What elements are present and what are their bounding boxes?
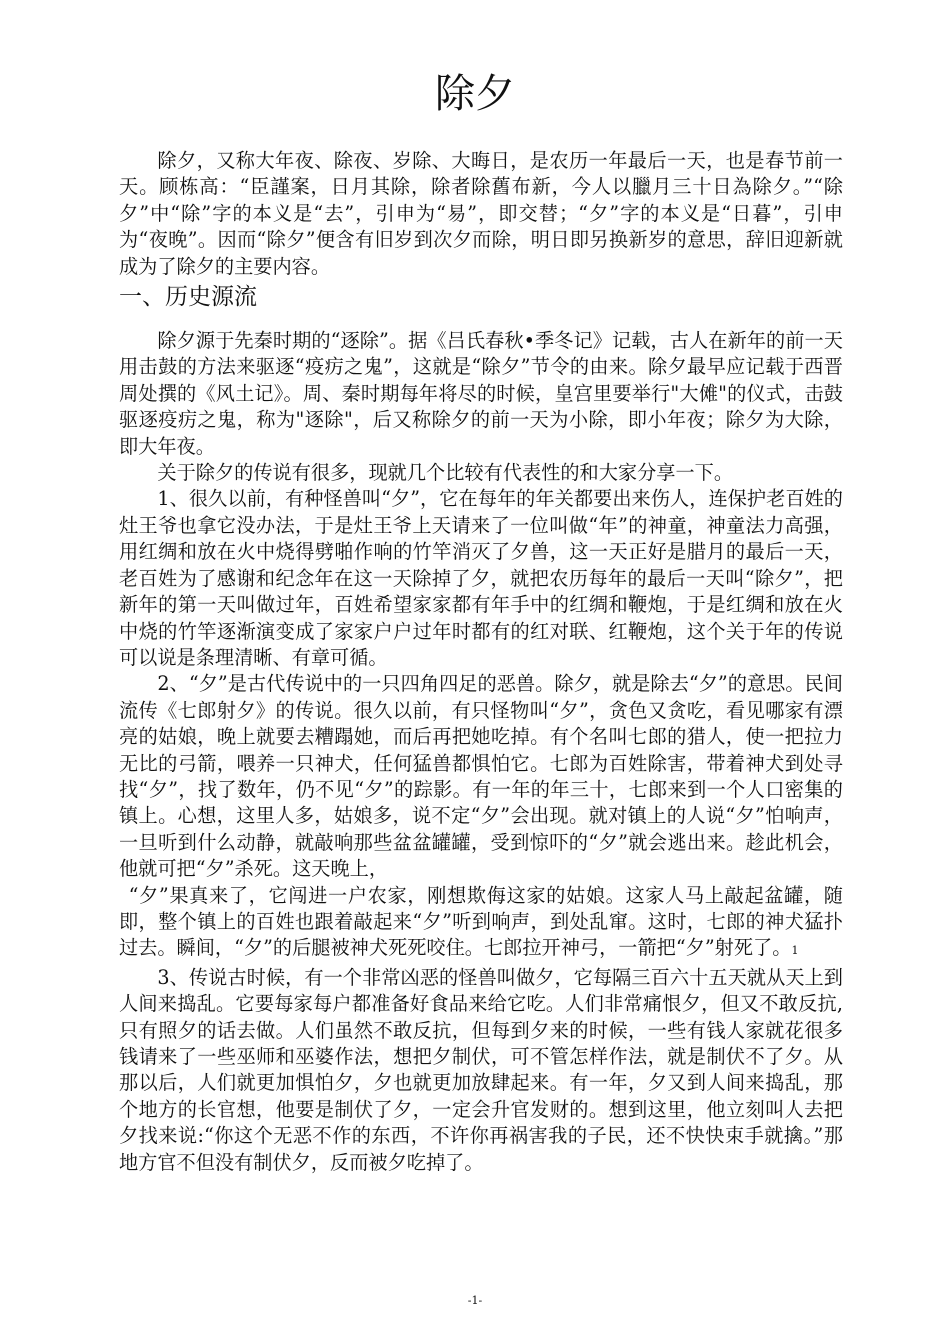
intro-paragraph: 除夕，又称大年夜、除夜、岁除、大晦日，是农历一年最后一天，也是春节前一天。顾栋高：“臣謹案，日月其除，除者除舊布新，今人以臘月三十日為除夕。”“除夕”中“除”字的本义是“去”，引申为“易”，即交替；“夕”字的本义是“日暮”，引申为“夜晚”。因而“除夕”便含有旧岁到次夕而除，明日即另换新岁的意思，辞旧迎新就成为了除夕的主要内容。 [119, 149, 843, 278]
legend-paragraph-1: 1、很久以前，有种怪兽叫“夕”，它在每年的年关都要出来伤人，连保护老百姓的灶王爷也拿它没办法，于是灶王爷上天请来了一位叫做“年”的神童，神童法力高强，用红绸和放在火中烧得劈啪作响的竹竿消灭了夕兽，这一天正好是腊月的最后一天，老百姓为了感谢和纪念年在这一天除掉了夕，就把农历每年的最后一天叫“除夕”，把新年的第一天叫做过年，百姓希望家家都有年手中的红绸和鞭炮，于是红绸和放在火中烧的竹竿逐渐演变成了家家户户过年时都有的红对联、红鞭炮，这个关于年的传说可以说是条理清晰、有章可循。 [119, 487, 843, 669]
legend-paragraph-2: 2、“夕”是古代传说中的一只四角四足的恶兽。除夕，就是除去“夕”的意思。民间流传《七郎射夕》的传说。很久以前，有只怪物叫“夕”，贪色又贪吃，看见哪家有漂亮的姑娘，晚上就要去糟蹋她，而后再把她吃掉。有个名叫七郎的猎人，使一把拉力无比的弓箭，喂养一只神犬，任何猛兽都惧怕它。七郎为百姓除害，带着神犬到处寻找“夕”，找了数年，仍不见“夕”的踪影。有一年的年三十，七郎来到一个人口密集的镇上。心想，这里人多，姑娘多，说不定“夕”会出现。就对镇上的人说“夕”怕响声，一旦听到什么动静，就敲响那些盆盆罐罐，受到惊吓的“夕”就会逃出来。趁此机会，他就可把“夕”杀死。这天晚上， [119, 672, 843, 881]
history-paragraph-origin: 除夕源于先秦时期的“逐除”。据《吕氏春秋•季冬记》记载，古人在新年的前一天用击鼓的方法来驱逐“疫疠之鬼”，这就是“除夕”节令的由来。除夕最早应记载于西晋周处撰的《风土记》。周、秦时期每年将尽的时候，皇宫里要举行"大傩"的仪式，击鼓驱逐疫疠之鬼，称为"逐除"，后又称除夕的前一天为小除，即小年夜；除夕为大除，即大年夜。 [119, 329, 843, 458]
section-heading-history: 一、历史源流 [119, 284, 257, 311]
page-number: -1- [467, 1294, 483, 1307]
page-title: 除夕 [435, 71, 515, 117]
footnote-marker: 1 [791, 944, 799, 958]
document-body [119, 148, 843, 1176]
legend-paragraph-2-continued [119, 883, 843, 965]
legend-paragraph-2-continued-text: “夕”果真来了，它闯进一户农家，刚想欺侮这家的姑娘。这家人马上敲起盆罐，随即，整个镇上的百姓也跟着敲起来“夕”听到响声，到处乱窜。这时，七郎的神犬猛扑过去。瞬间，“夕”的后腿被神犬死死咬住。七郎拉开神弓，一箭把“夕”射死了。 [119, 883, 843, 960]
legend-paragraph-3: 3、传说古时候，有一个非常凶恶的怪兽叫做夕，它每隔三百六十五天就从天上到人间来捣乱。它要每家每户都准备好食品来给它吃。人们非常痛恨夕，但又不敢反抗,只有照夕的话去做。人们虽然不敢反抗，但每到夕来的时候，一些有钱人家就花很多钱请来了一些巫师和巫婆作法，想把夕制伏，可不管怎样作法，就是制伏不了夕。从那以后，人们就更加惧怕夕，夕也就更加放肆起来。有一年，夕又到人间来捣乱，那个地方的长官想，他要是制伏了夕，一定会升官发财的。想到这里，他立刻叫人去把夕找来说:“你这个无恶不作的东西，不许你再祸害我的子民，还不快快束手就擒。”那地方官不但没有制伏夕，反而被夕吃掉了。 [119, 965, 843, 1174]
history-paragraph-legends-intro: 关于除夕的传说有很多，现就几个比较有代表性的和大家分享一下。 [157, 461, 734, 485]
